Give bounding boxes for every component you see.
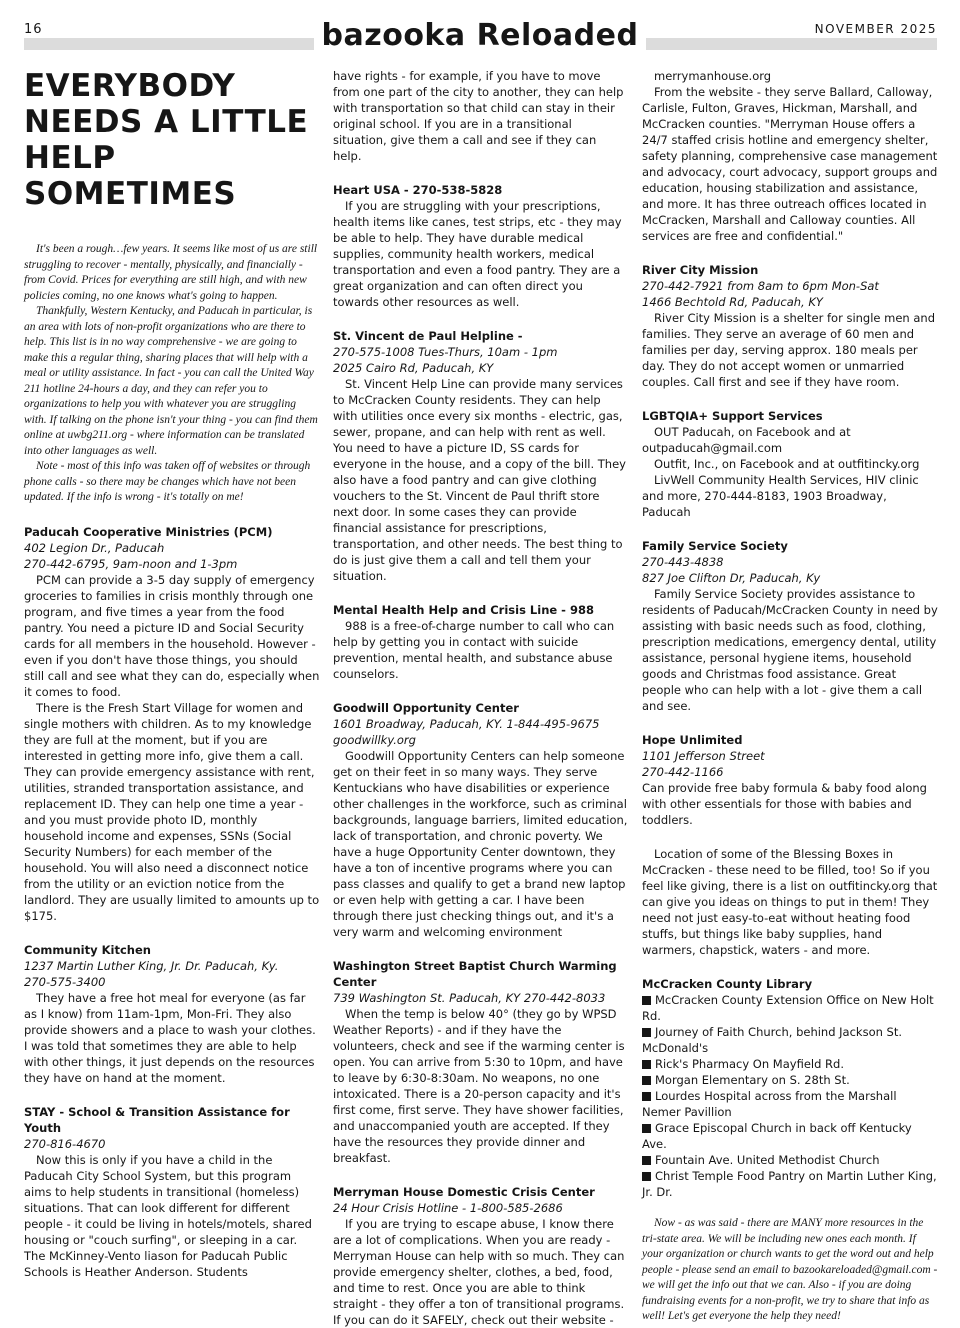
section-paragraph: Can provide free baby formula & baby food along with other essentials for those with babies and toddlers.: [642, 781, 927, 827]
section-contact: 270-442-6795, 9am-noon and 1-3pm: [24, 556, 238, 571]
section-phone: 270-816-4670: [24, 1136, 106, 1151]
section-paragraph: When the temp is below 40° (they go by WPSD Weather Reports) - and if they have the volunteers, check and see if the warming center is open. You can arrive from 5:30 to 10pm, and have to leave by 6:30-8:30am. No weapons, no one intoxicated. There is a 20-person capacity and it's first come, first serve. They have shower facilities, and unaccompanied youth are accepted. If they have the resources they provide dinner and breakfast.: [333, 1007, 625, 1165]
section-phone: 270-442-1166: [642, 765, 724, 779]
intro-note: Note - most of this info was taken off of websites or through phone calls - so there may be changes which have not been updated. If the info is wrong - it's totally on me!: [24, 460, 311, 503]
section-address: 1601 Broadway, Paducah, KY. 1-844-495-9675: [333, 717, 600, 731]
intro-paragraph: It's been a rough…few years. It seems like most of us are still struggling to recover - mentally, physically, and financially - from Covid. Prices for everything are still high, and with new policies coming, no one knows what's going to happen.: [24, 243, 318, 302]
section-pcm: [24, 524, 320, 924]
section-stay-continued: [333, 68, 628, 164]
section-address: 827 Joe Clifton Dr, Paducah, Ky: [642, 571, 821, 585]
list-item: Morgan Elementary on S. 28th St.: [642, 1072, 938, 1088]
article-headline: EVERYBODY NEEDS A LITTLE HELP SOMETIMES: [24, 68, 309, 212]
section-title: Hope Unlimited: [642, 733, 743, 747]
section-heart-usa: [333, 182, 628, 310]
section-paragraph: They have a free hot meal for everyone (as far as I know) from 11am-1pm, Mon-Fri. They also provide showers and a place to wash your clothes. I was told that sometimes they are able to help with other things, it just depends on the resources they have on hand at the moment.: [24, 990, 316, 1085]
section-paragraph: 988 is a free-of-charge number to call who can help by getting you in contact with suicide prevention, mental health, and substance abuse counselors.: [333, 619, 615, 681]
section-paragraph: Now this is only if you have a child in the Paducah City School System, but this program aims to help students in transitional (homeless) situations. That can look different for different people - it could be living in hotels/motels, shared housing or "couch surfing", or sleeping in a car. The McKinney-Vento liason for Paducah Public Schools is Heather Anderson. Students: [24, 1152, 312, 1279]
section-paragraph: PCM can provide a 3-5 day supply of emergency groceries to families in crisis monthly through one program, and five times a year from the food pantry. You need a picture ID and Social Security cards for all members in the household. However - even if you don't have those things, you should still call and see what they can do, especially when it comes to food.: [24, 572, 320, 699]
section-paragraph: LivWell Community Health Services, HIV clinic and more, 270-444-8183, 1903 Broadway, Paducah: [642, 473, 919, 519]
section-paragraph: St. Vincent Help Line can provide many services to McCracken County residents. They can help with utilities once every six months - electric, gas, sewer, propane, and can help with rent as well. You need to have a picture ID, SS cards for everyone in the house, and a copy of the bill. They also have a food pantry and can give clothing vouchers to the St. Vincent de Paul thrift store next door. In some cases they can provide financial assistance for prescriptions, transportation, and other needs. The best thing to do is just give them a call and tell them your situation.: [333, 377, 626, 583]
section-paragraph-continued: have rights - for example, if you have to move from one part of the city to another, they can help with transportation so that child can stay in their original school. If you are in a transitional situation, give them a call and see if they can help.: [333, 69, 624, 163]
section-community-kitchen: [24, 942, 320, 1086]
section-hotline: 24 Hour Crisis Hotline - 1-800-585-2686: [333, 1201, 563, 1215]
section-address: 1466 Bechtold Rd, Paducah, KY: [642, 295, 823, 309]
list-item: Journey of Faith Church, behind Jackson St. McDonald's: [642, 1024, 938, 1056]
section-family-service: [642, 538, 938, 714]
section-address: 2025 Cairo Rd, Paducah, KY: [333, 361, 494, 375]
section-address: 1101 Jefferson Street: [642, 749, 765, 763]
section-address: 739 Washington St. Paducah, KY 270-442-8033: [333, 991, 606, 1005]
section-title: Community Kitchen: [24, 942, 151, 957]
column-3: [642, 68, 938, 1325]
section-library-list: [642, 976, 938, 1200]
section-phone: 270-575-3400: [24, 974, 106, 989]
section-paragraph-continued: From the website - they serve Ballard, Calloway, Carlisle, Fulton, Graves, Hickman, Marshall, and McCracken counties. "Merryman House offers a 24/7 staffed crisis hotline and emergency shelter, safety planning, comprehensive case management and advocacy, court advocacy, support groups and education, housing stabilization and assistance, and more. It has three outreach offices located in McCracken, Marshall and Calloway counties. All services are free and confidential.": [642, 85, 938, 243]
column-2: [333, 68, 628, 1328]
section-title: Goodwill Opportunity Center: [333, 701, 519, 715]
section-warming-center: [333, 958, 628, 1166]
section-paragraph: If you are struggling with your prescriptions, health items like canes, test strips, etc - they may be able to help. They have durable medical supplies, community health workers, medical transportation and even a food pantry. They are a great organization and can often direct you towards other resources as well.: [333, 199, 622, 309]
list-item: Grace Episcopal Church in back off Kentucky Ave.: [642, 1120, 938, 1152]
list-item: Fountain Ave. United Methodist Church: [642, 1152, 938, 1168]
outro-paragraph: Now - as was said - there are MANY more resources in the tri-state area. We will be including new ones each month. If your organization or church wants to get the word out and help people - please send an email to bazookareloaded@gmail.com - we will get the info out that we can. Also - if you are doing fundraising events for a non-profit, we try to share that info as well! Let's get everyone the help they need!: [642, 1217, 938, 1322]
masthead: [0, 17, 960, 55]
section-paragraph: OUT Paducah, on Facebook and at outpaducah@gmail.com: [642, 425, 851, 455]
section-address: 402 Legion Dr., Paducah: [24, 540, 165, 555]
section-website: goodwillky.org: [333, 733, 416, 747]
intro-paragraph: Thankfully, Western Kentucky, and Paducah in particular, is an area with lots of non-profit organizations who are there to help. This list is in no way comprehensive - we are going to make this a regular thing, sharing places that will help with a meal or utility assistance. In fact - you can call the United Way 211 hotline 24-hours a day, and they can refer you to organizations to help you with whatever you are struggling with. If talking on the phone isn't your thing - you can find them online at uwbg211.org - where information can be translated into other languages as well.: [24, 305, 318, 457]
list-item: McCracken County Extension Office on New Holt Rd.: [642, 992, 938, 1024]
section-title: Paducah Cooperative Ministries (PCM): [24, 524, 273, 539]
section-lgbtqia: [642, 408, 938, 520]
section-paragraph: Goodwill Opportunity Centers can help someone get on their feet in so many ways. They serve Kentuckians who have disabilities or experience other challenges in the workforce, such as criminal backgrounds, language barriers, limited education, lack of transportation, and chronic poverty. We have a huge Opportunity Center downtown, they have a ton of incentive programs where you can pass classes and qualify to get a brand new laptop or even help with getting a car. I have been through there just checking things out, and it's a very warm and welcoming environment: [333, 749, 628, 939]
section-title: Heart USA - 270-538-5828: [333, 183, 503, 197]
section-title: St. Vincent de Paul Helpline -: [333, 329, 523, 343]
section-merryman-continued: [642, 68, 938, 244]
list-item: Lourdes Hospital across from the Marshall Nemer Pavillion: [642, 1088, 938, 1120]
section-blessing-boxes: [642, 846, 938, 958]
issue-date: NOVEMBER 2025: [814, 22, 937, 36]
section-goodwill: [333, 700, 628, 940]
section-title: Washington Street Baptist Church Warming Center: [333, 959, 617, 989]
section-paragraph: Location of some of the Blessing Boxes in McCracken - these need to be filled, too! So if you feel like giving, there is a list on outfitincky.org that can give you ideas on things to put in them! They need not just easy-to-eat without heating food stuffs, but things like baby supplies, hand warmers, chapstick, waters - and more.: [642, 847, 938, 957]
column-1: [24, 68, 320, 1280]
page-number: 16: [24, 22, 43, 37]
section-title: Merryman House Domestic Crisis Center: [333, 1185, 595, 1199]
section-hope-unlimited: [642, 732, 938, 828]
section-st-vincent: [333, 328, 628, 584]
section-title: McCracken County Library: [642, 977, 813, 991]
section-crisis-line: [333, 602, 628, 682]
section-title: STAY - School & Transition Assistance for Youth: [24, 1104, 290, 1135]
section-website: merrymanhouse.org: [654, 69, 772, 83]
section-phone: 270-443-4838: [642, 555, 724, 569]
section-hours: 270-442-7921 from 8am to 6pm Mon-Sat: [642, 279, 879, 293]
section-paragraph: There is the Fresh Start Village for women and single mothers with children. As to my knowledge they are full at the moment, but if you are interested in getting more info, give them a call. They can provide emergency assistance with rent, utilities, stranded transportation assistance, and replacement ID. They can help one time a year - and you must provide photo ID, monthly household income and expenses, SSNs (Social Security Numbers) for each member of the household. You will also need a disconnect notice from the utility or an eviction notice from the landlord. They are usually limited to amounts up to $175.: [24, 700, 320, 923]
section-title: Family Service Society: [642, 539, 788, 553]
section-title: Mental Health Help and Crisis Line - 988: [333, 603, 594, 617]
section-title: River City Mission: [642, 263, 759, 277]
section-paragraph: Outfit, Inc., on Facebook and at outfitincky.org: [654, 457, 920, 471]
section-stay: [24, 1104, 320, 1280]
list-item: Rick's Pharmacy On Mayfield Rd.: [642, 1056, 938, 1072]
section-paragraph: If you are trying to escape abuse, I know there are a lot of complications. When you are ready - Merryman House can help with so much. They can provide emergency shelter, clothes, a bed, food, and time to rest. Once you are able to think straight - they offer a ton of transitional programs. If you can do it SAFELY, check out their website -: [333, 1217, 625, 1327]
list-item: Christ Temple Food Pantry on Martin Luther King, Jr. Dr.: [642, 1169, 937, 1199]
section-title: LGBTQIA+ Support Services: [642, 409, 823, 423]
section-hours: 270-575-1008 Tues-Thurs, 10am - 1pm: [333, 345, 558, 359]
masthead-title: bazooka Reloaded: [314, 18, 647, 53]
section-river-city: [642, 262, 938, 390]
section-paragraph: Family Service Society provides assistance to residents of Paducah/McCracken County in need by assisting with basic needs such as food, clothing, prescription medications, emergency dental, utility assistance, personal hygiene items, household goods and Christmas food assistance. Great people who can help with a lot - give them a call and see.: [642, 587, 938, 713]
intro: [24, 242, 320, 506]
outro: [642, 1216, 938, 1325]
section-paragraph: River City Mission is a shelter for single men and families. They serve an average of 60 men and families per day, serving approx. 180 meals per day. They do not accept women or unmarried couples. Call first and see if they have room.: [642, 311, 936, 389]
section-merryman: [333, 1184, 628, 1328]
section-address: 1237 Martin Luther King, Jr. Dr. Paducah, Ky.: [24, 958, 279, 973]
